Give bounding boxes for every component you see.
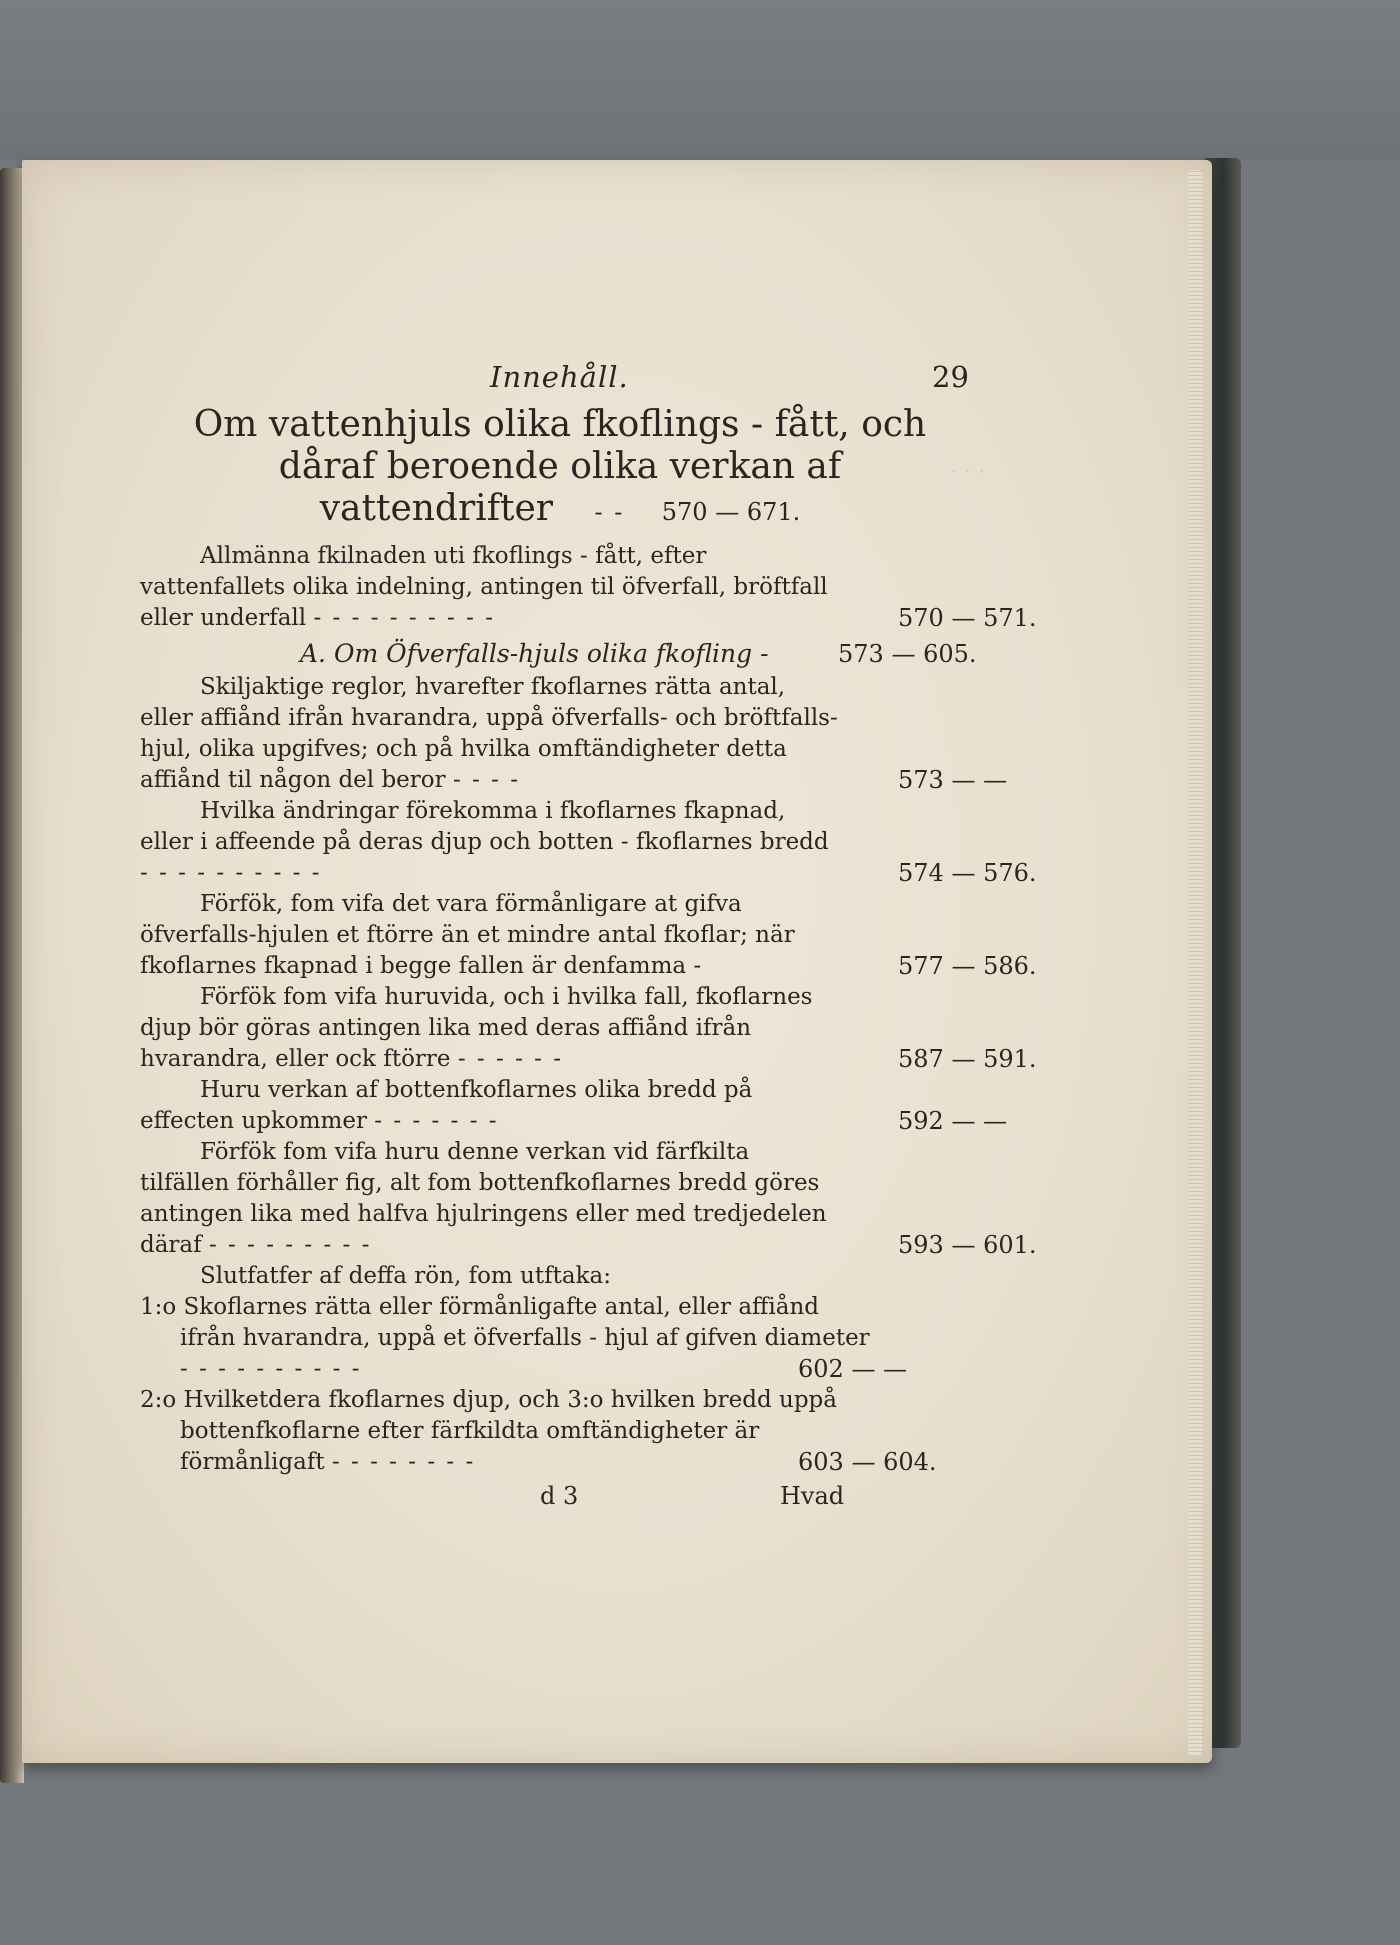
page-text — [140, 360, 1037, 1516]
toc-entry — [140, 1075, 1008, 1137]
toc-entry-text: Allmänna fkilnaden uti fkoflings - fått, efter vattenfallets olika indelning, antingen til öfverfall, bröftfall eller underfall — [140, 543, 828, 631]
backdrop — [0, 0, 1400, 160]
toc-entry-text: Skiljaktige reglor, hvarefter fkoflarnes rätta antal, eller affiånd ifrån hvarandra, uppå öfverfalls- och bröftfalls-hjul, olika upgifves; och på hvilka omftändigheter detta affiånd til någon del beror — [140, 674, 838, 793]
toc-entry — [140, 541, 1037, 634]
toc-entry-dots: - - - - - - - - - - — [180, 1356, 362, 1382]
toc-entry-dots: - - - - - - - - - — [208, 1232, 372, 1258]
toc-entry-text: Förfök fom vifa huruvida, och i hvilka fall, fkoflarnes djup bör göras antingen lika med deras affiånd ifrån hvarandra, eller ock ftörre — [140, 984, 813, 1072]
running-head-title: Innehåll. — [490, 360, 629, 394]
toc-entry-dots: - - - - - - - — [374, 1108, 499, 1134]
toc-entry-text: Hvilka ändringar förekomma i fkoflarnes fkapnad, eller i affeende på deras djup och botten - fkoflarnes bredd — [140, 798, 829, 855]
conclusions-label: Slutfatfer af deffa rön, fom utftaka: — [200, 1263, 611, 1289]
catchword: Hvad — [780, 1482, 845, 1510]
toc-entry-text: Förfök fom vifa huru denne verkan vid färfkilta tilfällen förhåller fig, alt fom bottenfkoflarnes bredd göres antingen lika med halfva hjulringens eller med tredjedelen däraf — [140, 1139, 827, 1258]
toc-entry-dots: - - - - - - — [457, 1046, 564, 1072]
running-head — [140, 360, 980, 400]
toc-entry-pages: 574 — 576. — [898, 859, 1037, 887]
show-through-marks: · · · — [950, 460, 985, 485]
page-stack-edge — [1188, 170, 1202, 1755]
toc-entry-dots: - - - - - - - - — [331, 1449, 476, 1475]
toc-entry-pages: 587 — 591. — [898, 1045, 1037, 1073]
toc-entry-pages: 577 — 586. — [898, 952, 1037, 980]
toc-entry-text: Förfök, fom vifa det vara förmånligare at gifva öfverfalls-hjulen et ftörre än et mindre antal fkoflar; när fkoflarnes fkapnad i begge fallen är denfamma — [140, 891, 795, 979]
toc-entry — [140, 982, 1037, 1075]
toc-entry-dots: - — [693, 953, 704, 979]
toc-entry — [140, 672, 1008, 796]
main-heading-line-3-text: vattendrifter — [319, 488, 553, 529]
signature-mark: d 3 — [540, 1482, 579, 1510]
toc-entry-text: Huru verkan af bottenfkoflarnes olika bredd på effecten upkommer — [140, 1077, 753, 1134]
main-heading-dots: - - — [594, 498, 625, 526]
toc-entry-dots: - - - - — [452, 767, 520, 793]
toc-entry — [140, 889, 1037, 982]
toc-entry-pages: 593 — 601. — [898, 1231, 1037, 1259]
main-heading-line-1: Om vattenhjuls olika fkoflings - fått, och — [193, 404, 927, 445]
section-a-dots: - — [760, 639, 771, 668]
toc-entry-pages: 573 — — — [898, 766, 1008, 794]
main-heading-line-2: dåraf beroende olika verkan af — [278, 446, 842, 487]
toc-entry-text: 1:o Skoflarnes rätta eller förmånligafte antal, eller affiånd ifrån hvarandra, uppå et öfverfalls - hjul af gifven diameter — [140, 1294, 870, 1351]
toc-entry — [140, 1137, 1037, 1261]
section-a-pages: 573 — 605. — [838, 640, 977, 668]
toc-entry-dots: - - - - - - - - - - — [313, 605, 495, 631]
left-page-edge — [0, 168, 24, 1783]
toc-entry-text: 2:o Hvilketdera fkoflarnes djup, och 3:o hvilken bredd uppå bottenfkoflarne efter färfkildta omftändigheter är förmånligaft — [140, 1387, 837, 1475]
page-number: 29 — [932, 360, 969, 394]
toc-entry-pages: 602 — — — [798, 1355, 908, 1383]
toc-entry-pages: 603 — 604. — [798, 1448, 937, 1476]
section-a-title: A. Om Öfverfalls-hjuls olika fkofling — [300, 639, 753, 668]
toc-entry — [140, 796, 1037, 889]
toc-entry-dots: - - - - - - - - - - — [140, 860, 322, 886]
main-heading-pages: 570 — 671. — [661, 498, 801, 526]
toc-entry — [140, 1292, 980, 1385]
toc-entry-pages: 592 — — — [898, 1107, 1008, 1135]
main-heading — [140, 404, 980, 533]
page-footer — [140, 1482, 980, 1516]
toc-entry-pages: 570 — 571. — [898, 604, 1037, 632]
section-heading-a — [140, 636, 980, 672]
main-heading-line-3 — [140, 488, 980, 533]
toc-entry — [140, 1385, 980, 1478]
